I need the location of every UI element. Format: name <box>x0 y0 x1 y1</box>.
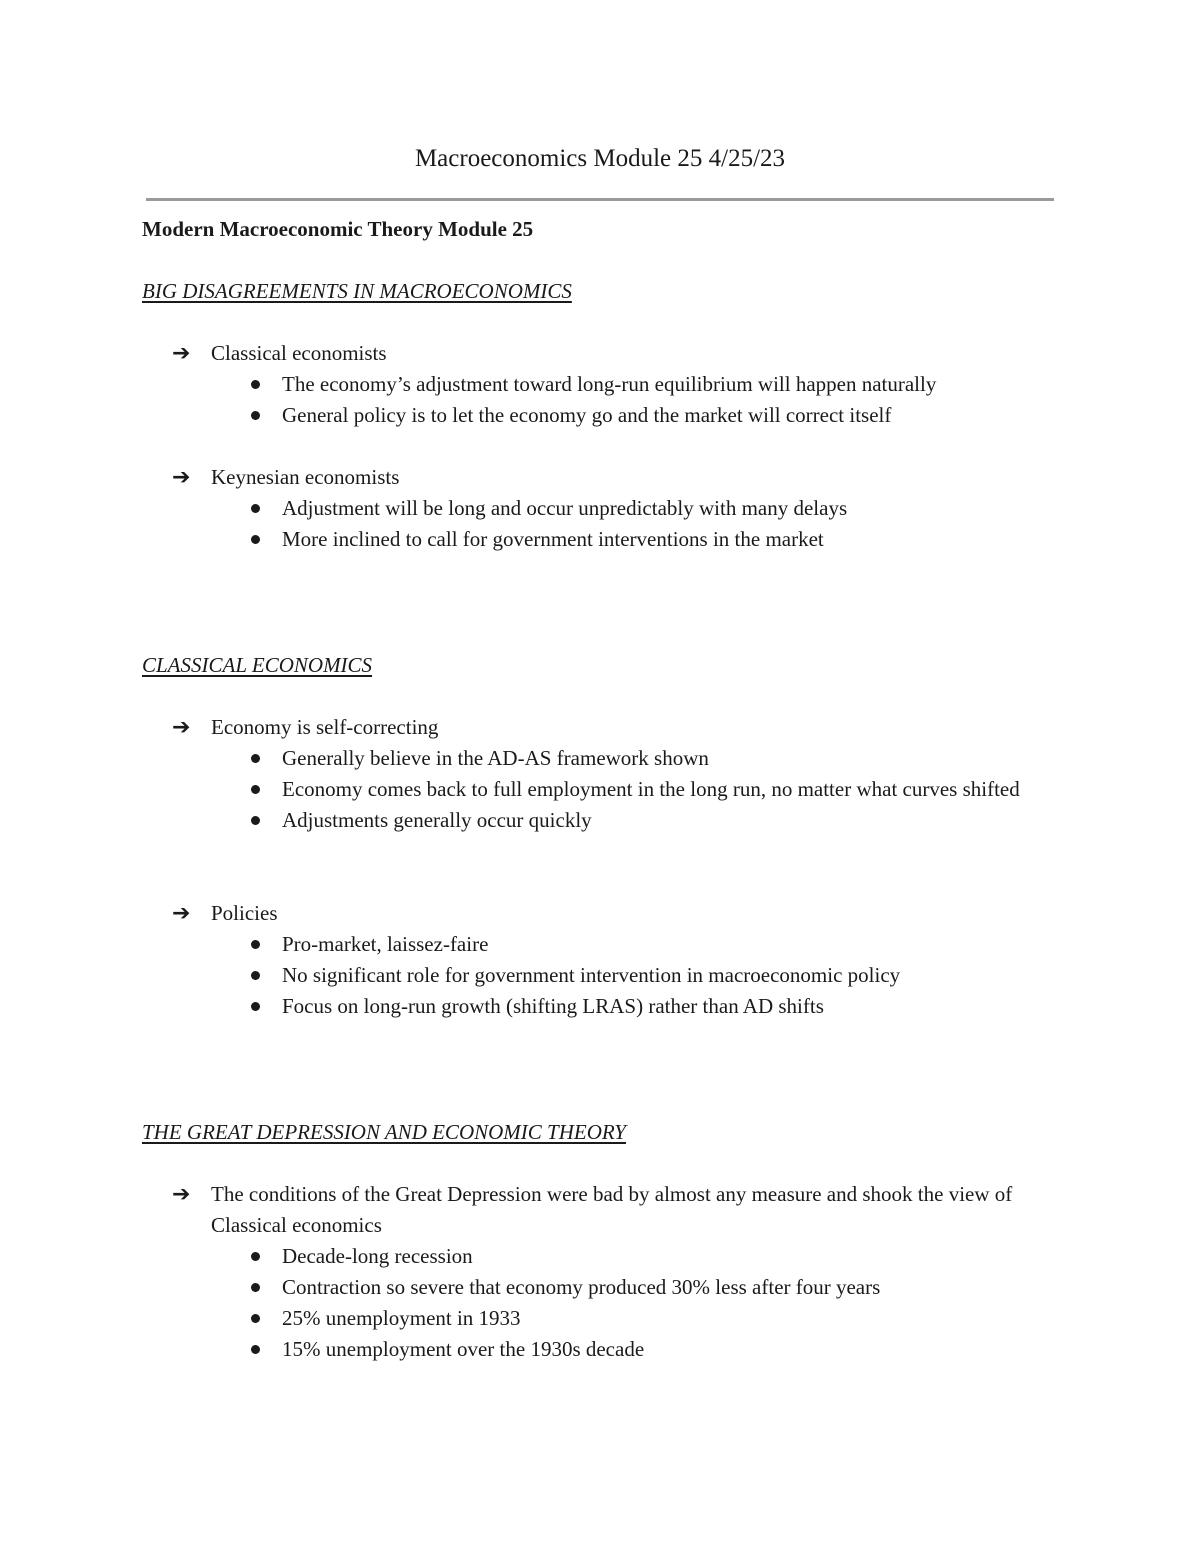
section-heading-classical-economics: CLASSICAL ECONOMICS <box>142 653 373 677</box>
title-divider <box>146 198 1054 201</box>
bullet-dot-icon <box>251 940 260 949</box>
list-item: Decade-long recession <box>282 1241 1052 1272</box>
point-text: Classical economists <box>211 341 387 365</box>
bullet-dot-icon <box>251 971 260 980</box>
list-item: Generally believe in the AD-AS framework shown <box>282 743 1052 774</box>
list-item: Pro-market, laissez-faire <box>282 929 1052 960</box>
list-item: Contraction so severe that economy produced 30% less after four years <box>282 1272 1052 1303</box>
bullet-dot-icon <box>251 1283 260 1292</box>
point-great-depression-conditions <box>172 1179 1052 1365</box>
bullet-dot-icon <box>251 1252 260 1261</box>
bullet-dot-icon <box>251 411 260 420</box>
bullet-dot-icon <box>251 1314 260 1323</box>
point-policies <box>172 898 1052 1022</box>
list-item: 25% unemployment in 1933 <box>282 1303 1052 1334</box>
arrow-bullet-icon: ➔ <box>172 465 191 490</box>
point-text: The conditions of the Great Depression were bad by almost any measure and shook the view of Classical economics <box>211 1182 1013 1237</box>
bullet-dot-icon <box>251 1345 260 1354</box>
list-item: The economy’s adjustment toward long-run equilibrium will happen naturally <box>282 369 1052 400</box>
point-keynesian-economists <box>172 462 1052 555</box>
subpoint-list <box>172 929 1052 1022</box>
subpoint-list <box>172 493 1052 555</box>
arrow-bullet-icon: ➔ <box>172 901 191 926</box>
section-heading-great-depression: THE GREAT DEPRESSION AND ECONOMIC THEORY <box>142 1120 626 1144</box>
point-text: Economy is self-correcting <box>211 715 439 739</box>
bullet-dot-icon <box>251 1002 260 1011</box>
arrow-bullet-icon: ➔ <box>172 1182 191 1207</box>
arrow-bullet-icon: ➔ <box>172 715 191 740</box>
bullet-dot-icon <box>251 380 260 389</box>
bullet-dot-icon <box>251 754 260 763</box>
bullet-dot-icon <box>251 535 260 544</box>
list-item: More inclined to call for government interventions in the market <box>282 524 1052 555</box>
list-item: Adjustment will be long and occur unpredictably with many delays <box>282 493 1052 524</box>
point-text: Policies <box>211 901 278 925</box>
list-item: Adjustments generally occur quickly <box>282 805 1052 836</box>
point-self-correcting <box>172 712 1052 836</box>
list-item: General policy is to let the economy go and the market will correct itself <box>282 400 1052 431</box>
bullet-dot-icon <box>251 785 260 794</box>
document-subtitle: Modern Macroeconomic Theory Module 25 <box>142 217 534 241</box>
section-heading-big-disagreements: BIG DISAGREEMENTS IN MACROECONOMICS <box>142 279 572 303</box>
subpoint-list <box>172 743 1052 836</box>
page-title: Macroeconomics Module 25 4/25/23 <box>414 145 786 172</box>
list-item: No significant role for government intervention in macroeconomic policy <box>282 960 1052 991</box>
bullet-dot-icon <box>251 816 260 825</box>
list-item: Focus on long-run growth (shifting LRAS) rather than AD shifts <box>282 991 1052 1022</box>
point-text: Keynesian economists <box>211 465 400 489</box>
list-item: Economy comes back to full employment in the long run, no matter what curves shifted <box>282 774 1052 805</box>
arrow-bullet-icon: ➔ <box>172 341 191 366</box>
bullet-dot-icon <box>251 504 260 513</box>
point-classical-economists <box>172 338 1052 431</box>
subpoint-list <box>172 1241 1052 1365</box>
subpoint-list <box>172 369 1052 431</box>
list-item: 15% unemployment over the 1930s decade <box>282 1334 1052 1365</box>
